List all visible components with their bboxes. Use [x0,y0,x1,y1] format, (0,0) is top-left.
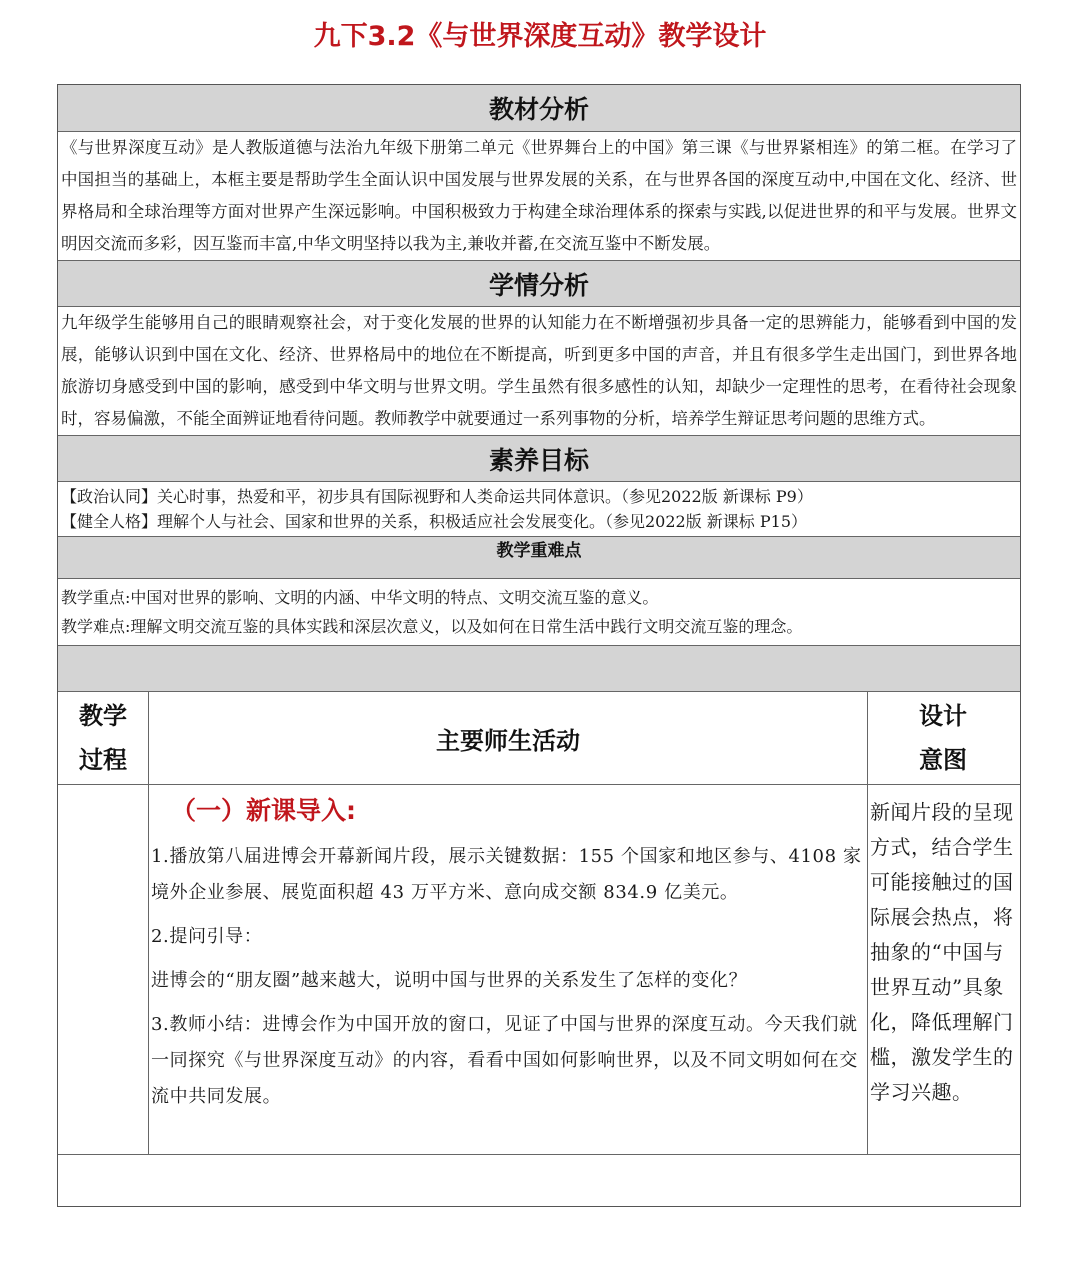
process-body-row [58,784,1020,1154]
col-intent-label: 设计意图 [919,702,967,774]
keypoints-list [58,578,1020,645]
section-title: （一）新课导入: [171,796,356,825]
activity-step: 2.提问引导： [151,926,263,947]
activity-step: 1.播放第八届进博会开幕新闻片段，展示关键数据：155 个国家和地区参与、4108 家境外企业参展、展览面积超 43 万平方米、意向成交额 834.9 亿美元。 [151,846,862,903]
students-text: 九年级学生能够用自己的眼睛观察社会，对于变化发展的世界的认知能力在不断增强初步具备一定的思辨能力，能够看到中国的发展，能够认识到中国在文化、经济、世界格局中的地位在不断提高，听到更多中国的声音，并且有很多学生走出国门，到世界各地旅游切身感受到中国的影响，感受到中华文明与世界文明。学生虽然有很多感性的认知，却缺少一定理性的思考，在看待社会现象时，容易偏激，不能全面辨证地看待问题。教师教学中就要通过一系列事物的分析，培养学生辩证思考问题的思维方式。 [58,306,1020,435]
goal-item: 【健全人格】理解个人与社会、国家和世界的关系，积极适应社会发展变化。（参见2022版 新课标 P15） [61,512,808,531]
process-cell [58,785,149,1154]
col-process-header [58,692,149,784]
activity-step: 进博会的“朋友圈”越来越大，说明中国与世界的关系发生了怎样的变化？ [151,970,748,991]
goals-list [58,481,1020,536]
intent-text: 新闻片段的呈现方式，结合学生可能接触过的国际展会热点，将抽象的“中国与世界互动”具象化，降低理解门槛，激发学生的学习兴趣。 [870,800,1014,1104]
textbook-heading: 教材分析 [58,85,1020,131]
lesson-plan-table [57,84,1021,1207]
blank-grey-row [58,645,1020,691]
keypoints-heading: 教学重难点 [58,536,1020,578]
students-heading: 学情分析 [58,260,1020,306]
keypoint-item: 教学重点:中国对世界的影响、文明的内涵、中华文明的特点、文明交流互鉴的意义。 [61,588,659,607]
blank-bottom-row [58,1154,1020,1206]
col-activity-header: 主要师生活动 [149,692,868,784]
page-title: 九下3.2《与世界深度互动》教学设计 [313,21,767,52]
process-header-row [58,691,1020,784]
goal-item: 【政治认同】关心时事，热爱和平，初步具有国际视野和人类命运共同体意识。（参见2022版 新课标 P9） [61,487,813,506]
col-intent-header [868,692,1018,784]
goals-heading: 素养目标 [58,435,1020,481]
col-process-label: 教学过程 [79,702,127,774]
textbook-text: 《与世界深度互动》是人教版道德与法治九年级下册第二单元《世界舞台上的中国》第三课《与世界紧相连》的第二框。在学习了中国担当的基础上，本框主要是帮助学生全面认识中国发展与世界发展的关系，在与世界各国的深度互动中,中国在文化、经济、世界格局和全球治理等方面对世界产生深远影响。中国积极致力于构建全球治理体系的探索与实践,以促进世界的和平与发展。世界文明因交流而多彩，因互鉴而丰富,中华文明坚持以我为主,兼收并蓄,在交流互鉴中不断发展。 [58,131,1020,260]
keypoint-item: 教学难点:理解文明交流互鉴的具体实践和深层次意义，以及如何在日常生活中践行文明交流互鉴的理念。 [61,617,803,636]
activity-cell [149,785,868,1154]
activity-step: 3.教师小结：进博会作为中国开放的窗口，见证了中国与世界的深度互动。今天我们就一同探究《与世界深度互动》的内容，看看中国如何影响世界，以及不同文明如何在交流中共同发展。 [151,1014,858,1107]
activity-steps [149,839,867,1115]
